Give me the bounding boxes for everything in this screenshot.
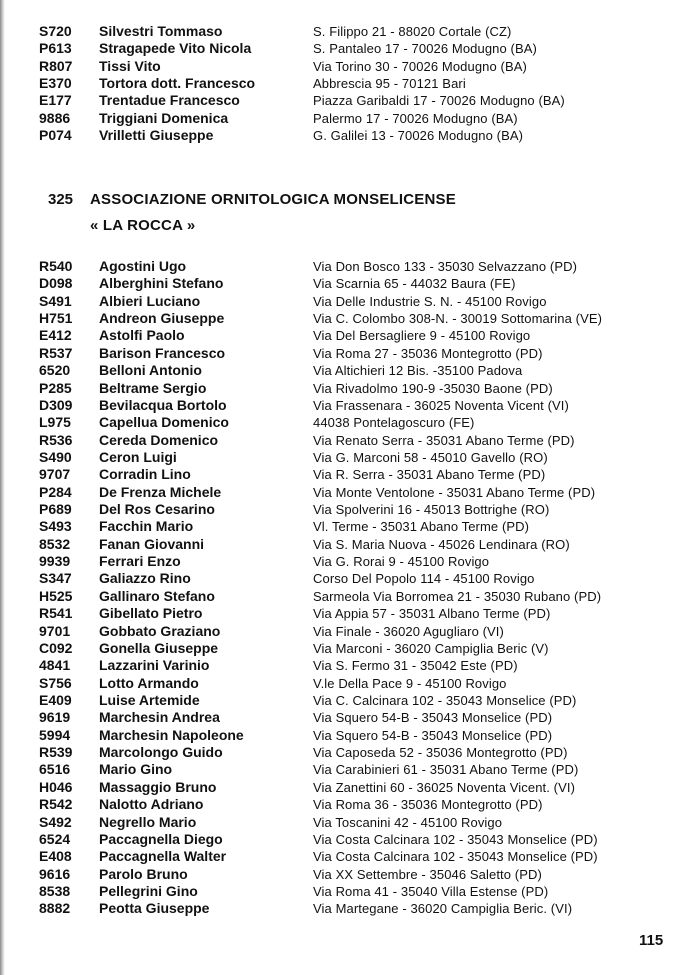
- list-item: [0, 883, 700, 900]
- member-address: Via Don Bosco 133 - 35030 Selvazzano (PD): [313, 259, 578, 274]
- member-address: Via Roma 27 - 35036 Montegrotto (PD): [313, 345, 543, 361]
- list-item: [0, 110, 700, 127]
- member-address: Via Squero 54-B - 35043 Monselice (PD): [313, 727, 553, 743]
- member-address: Via Scarnia 65 - 44032 Baura (FE): [313, 276, 516, 292]
- member-address: Via XX Settembre - 35046 Saletto (PD): [313, 866, 542, 882]
- member-code: H751: [39, 310, 73, 327]
- member-code: 9886: [39, 109, 71, 126]
- member-address: Via G. Marconi 58 - 45010 Gavello (RO): [313, 449, 548, 465]
- member-code: 4841: [39, 657, 71, 674]
- member-address: Via Renato Serra - 35031 Abano Terme (PD): [313, 432, 575, 448]
- list-item: [0, 293, 700, 310]
- list-item: [0, 327, 700, 344]
- member-code: L975: [39, 414, 71, 431]
- list-item: [0, 623, 700, 640]
- member-name: Marchesin Napoleone: [99, 726, 244, 743]
- member-address: V.le Della Pace 9 - 45100 Rovigo: [313, 675, 507, 691]
- list-item: [0, 362, 700, 379]
- member-list: [0, 258, 700, 918]
- member-code: 9939: [39, 553, 71, 570]
- member-name: Agostini Ugo: [99, 258, 187, 274]
- list-item: [0, 796, 700, 813]
- list-item: [0, 709, 700, 726]
- member-code: P284: [39, 483, 72, 500]
- list-item: [0, 484, 700, 501]
- member-name: Tissi Vito: [99, 57, 161, 74]
- list-item: [0, 640, 700, 657]
- list-item: [0, 40, 700, 57]
- member-address: G. Galilei 13 - 70026 Modugno (BA): [313, 128, 524, 144]
- member-name: Bevilacqua Bortolo: [99, 396, 227, 413]
- list-item: [0, 501, 700, 518]
- member-address: Via Monte Ventolone - 35031 Abano Terme (PD): [313, 484, 596, 500]
- member-code: S347: [39, 570, 72, 587]
- member-address: Via Frassenara - 36025 Noventa Vicent (VI): [313, 397, 569, 413]
- member-address: Abbrescia 95 - 70121 Bari: [313, 76, 466, 92]
- member-address: Palermo 17 - 70026 Modugno (BA): [313, 110, 518, 126]
- member-address: Via Toscanini 42 - 45100 Rovigo: [313, 814, 503, 830]
- member-name: Del Ros Cesarino: [99, 501, 215, 518]
- list-item: [0, 675, 700, 692]
- member-name: Trentadue Francesco: [99, 92, 240, 109]
- member-code: R536: [39, 431, 73, 448]
- member-name: Ferrari Enzo: [99, 553, 181, 570]
- member-code: E412: [39, 327, 72, 344]
- member-name: Facchin Mario: [99, 518, 194, 535]
- member-code: 9707: [39, 466, 71, 483]
- member-address: Via Martegane - 36020 Campiglia Beric. (VI): [313, 901, 573, 917]
- page-number: 115: [639, 932, 664, 949]
- member-code: E409: [39, 691, 72, 708]
- member-name: Mario Gino: [99, 761, 173, 778]
- member-name: Pellegrini Gino: [99, 882, 198, 899]
- list-item: [0, 761, 700, 778]
- member-code: S720: [39, 23, 72, 39]
- member-code: 6524: [39, 830, 71, 847]
- member-name: Nalotto Adriano: [99, 796, 204, 813]
- member-address: Via S. Maria Nuova - 45026 Lendinara (RO): [313, 536, 570, 552]
- member-address: Via Roma 36 - 35036 Montegrotto (PD): [313, 797, 543, 813]
- member-address: Via Carabinieri 61 - 35031 Abano Terme (PD): [313, 762, 579, 778]
- member-code: R539: [39, 744, 73, 761]
- member-name: Luise Artemide: [99, 691, 200, 708]
- member-code: S493: [39, 518, 72, 535]
- list-item: [0, 310, 700, 327]
- member-name: De Frenza Michele: [99, 483, 222, 500]
- member-name: Paccagnella Walter: [99, 848, 227, 865]
- list-item: [0, 536, 700, 553]
- member-name: Marcolongo Guido: [99, 744, 223, 761]
- list-item: [0, 553, 700, 570]
- member-code: R540: [39, 258, 73, 274]
- member-code: 5994: [39, 726, 71, 743]
- list-item: [0, 605, 700, 622]
- member-code: S490: [39, 448, 72, 465]
- member-code: 9701: [39, 622, 71, 639]
- member-code: P285: [39, 379, 72, 396]
- section-title: ASSOCIAZIONE ORNITOLOGICA MONSELICENSE: [90, 191, 456, 208]
- member-name: Corradin Lino: [99, 466, 191, 483]
- list-item: [0, 727, 700, 744]
- member-code: 9619: [39, 709, 71, 726]
- list-item: [0, 466, 700, 483]
- member-code: 8538: [39, 882, 71, 899]
- member-name: Alberghini Stefano: [99, 275, 224, 292]
- list-item: [0, 432, 700, 449]
- list-item: [0, 380, 700, 397]
- member-address: Piazza Garibaldi 17 - 70026 Modugno (BA): [313, 93, 565, 109]
- member-name: Lotto Armando: [99, 674, 199, 691]
- list-item: [0, 831, 700, 848]
- member-code: 6516: [39, 761, 71, 778]
- member-code: P689: [39, 501, 72, 518]
- member-name: Tortora dott. Francesco: [99, 75, 256, 92]
- member-address: Via S. Fermo 31 - 35042 Este (PD): [313, 658, 518, 674]
- member-address: Via Marconi - 36020 Campiglia Beric (V): [313, 640, 549, 656]
- member-code: S756: [39, 674, 72, 691]
- list-item: [0, 23, 700, 40]
- member-name: Triggiani Domenica: [99, 109, 229, 126]
- list-item: [0, 518, 700, 535]
- member-name: Beltrame Sergio: [99, 379, 207, 396]
- section-subtitle: « LA ROCCA »: [90, 217, 196, 234]
- member-address: Via Torino 30 - 70026 Modugno (BA): [313, 58, 527, 74]
- member-code: E408: [39, 848, 72, 865]
- member-name: Gonella Giuseppe: [99, 639, 219, 656]
- member-code: P613: [39, 40, 72, 57]
- list-item: [0, 92, 700, 109]
- member-address: Sarmeola Via Borromea 21 - 35030 Rubano (PD): [313, 588, 602, 604]
- member-address: Via Squero 54-B - 35043 Monselice (PD): [313, 710, 553, 726]
- member-name: Ceron Luigi: [99, 448, 177, 465]
- list-item: [0, 848, 700, 865]
- member-name: Lazzarini Varinio: [99, 657, 210, 674]
- member-code: E177: [39, 92, 72, 109]
- member-address: Via G. Rorai 9 - 45100 Rovigo: [313, 554, 490, 570]
- member-address: Via Altichieri 12 Bis. -35100 Padova: [313, 363, 523, 379]
- list-item: [0, 449, 700, 466]
- list-item: [0, 397, 700, 414]
- list-item: [0, 75, 700, 92]
- top-entry-list: [0, 23, 700, 145]
- member-name: Silvestri Tommaso: [99, 23, 223, 39]
- member-name: Gobbato Graziano: [99, 622, 221, 639]
- member-code: E370: [39, 75, 72, 92]
- member-address: Corso Del Popolo 114 - 45100 Rovigo: [313, 571, 535, 587]
- member-address: Via Zanettini 60 - 36025 Noventa Vicent. (VI): [313, 779, 576, 795]
- member-address: Via Appia 57 - 35031 Albano Terme (PD): [313, 606, 551, 622]
- member-address: Via Roma 41 - 35040 Villa Estense (PD): [313, 883, 549, 899]
- member-name: Peotta Giuseppe: [99, 900, 210, 917]
- list-item: [0, 345, 700, 362]
- member-name: Stragapede Vito Nicola: [99, 40, 252, 57]
- member-name: Marchesin Andrea: [99, 709, 220, 726]
- member-name: Astolfi Paolo: [99, 327, 185, 344]
- member-address: S. Pantaleo 17 - 70026 Modugno (BA): [313, 41, 537, 57]
- member-address: Vl. Terme - 35031 Abano Terme (PD): [313, 519, 530, 535]
- list-item: [0, 744, 700, 761]
- member-name: Galiazzo Rino: [99, 570, 191, 587]
- list-item: [0, 127, 700, 144]
- member-address: Via Caposeda 52 - 35036 Montegrotto (PD): [313, 745, 568, 761]
- member-address: Via Finale - 36020 Agugliaro (VI): [313, 623, 504, 639]
- member-name: Barison Francesco: [99, 344, 226, 361]
- member-name: Belloni Antonio: [99, 362, 202, 379]
- list-item: [0, 258, 700, 275]
- list-item: [0, 414, 700, 431]
- member-address: Via R. Serra - 35031 Abano Terme (PD): [313, 467, 546, 483]
- list-item: [0, 900, 700, 917]
- list-item: [0, 657, 700, 674]
- member-address: S. Filippo 21 - 88020 Cortale (CZ): [313, 24, 512, 39]
- member-code: 6520: [39, 362, 71, 379]
- member-address: 44038 Pontelagoscuro (FE): [313, 415, 475, 431]
- member-code: D098: [39, 275, 73, 292]
- member-name: Massaggio Bruno: [99, 778, 217, 795]
- list-item: [0, 814, 700, 831]
- member-name: Andreon Giuseppe: [99, 310, 225, 327]
- member-name: Vrilletti Giuseppe: [99, 127, 214, 144]
- member-name: Cereda Domenico: [99, 431, 219, 448]
- member-code: S491: [39, 292, 72, 309]
- member-address: Via C. Colombo 308-N. - 30019 Sottomarina (VE): [313, 311, 603, 327]
- member-name: Negrello Mario: [99, 813, 197, 830]
- list-item: [0, 58, 700, 75]
- member-name: Gibellato Pietro: [99, 605, 203, 622]
- list-item: [0, 692, 700, 709]
- member-code: D309: [39, 396, 73, 413]
- member-code: R537: [39, 344, 73, 361]
- member-code: H046: [39, 778, 73, 795]
- member-code: S492: [39, 813, 72, 830]
- member-name: Albieri Luciano: [99, 292, 201, 309]
- member-address: Via Spolverini 16 - 45013 Bottrighe (RO): [313, 502, 550, 518]
- member-name: Fanan Giovanni: [99, 535, 205, 552]
- member-code: 8882: [39, 900, 71, 917]
- list-item: [0, 275, 700, 292]
- member-address: Via C. Calcinara 102 - 35043 Monselice (PD): [313, 692, 577, 708]
- list-item: [0, 570, 700, 587]
- member-code: C092: [39, 639, 73, 656]
- member-name: Paccagnella Diego: [99, 830, 223, 847]
- member-address: Via Delle Industrie S. N. - 45100 Rovigo: [313, 293, 547, 309]
- member-address: Via Del Bersagliere 9 - 45100 Rovigo: [313, 328, 531, 344]
- member-code: 9616: [39, 865, 71, 882]
- member-name: Capellua Domenico: [99, 414, 229, 431]
- member-code: R807: [39, 57, 73, 74]
- member-code: R542: [39, 796, 73, 813]
- member-code: H525: [39, 587, 73, 604]
- list-item: [0, 588, 700, 605]
- member-address: Via Costa Calcinara 102 - 35043 Monselice (PD): [313, 831, 598, 847]
- member-code: 8532: [39, 535, 71, 552]
- member-address: Via Rivadolmo 190-9 -35030 Baone (PD): [313, 380, 553, 396]
- list-item: [0, 866, 700, 883]
- member-code: R541: [39, 605, 73, 622]
- member-name: Parolo Bruno: [99, 865, 188, 882]
- list-item: [0, 779, 700, 796]
- member-code: P074: [39, 127, 72, 144]
- member-name: Gallinaro Stefano: [99, 587, 215, 604]
- section-number: 325: [48, 191, 74, 208]
- member-address: Via Costa Calcinara 102 - 35043 Monselice (PD): [313, 849, 598, 865]
